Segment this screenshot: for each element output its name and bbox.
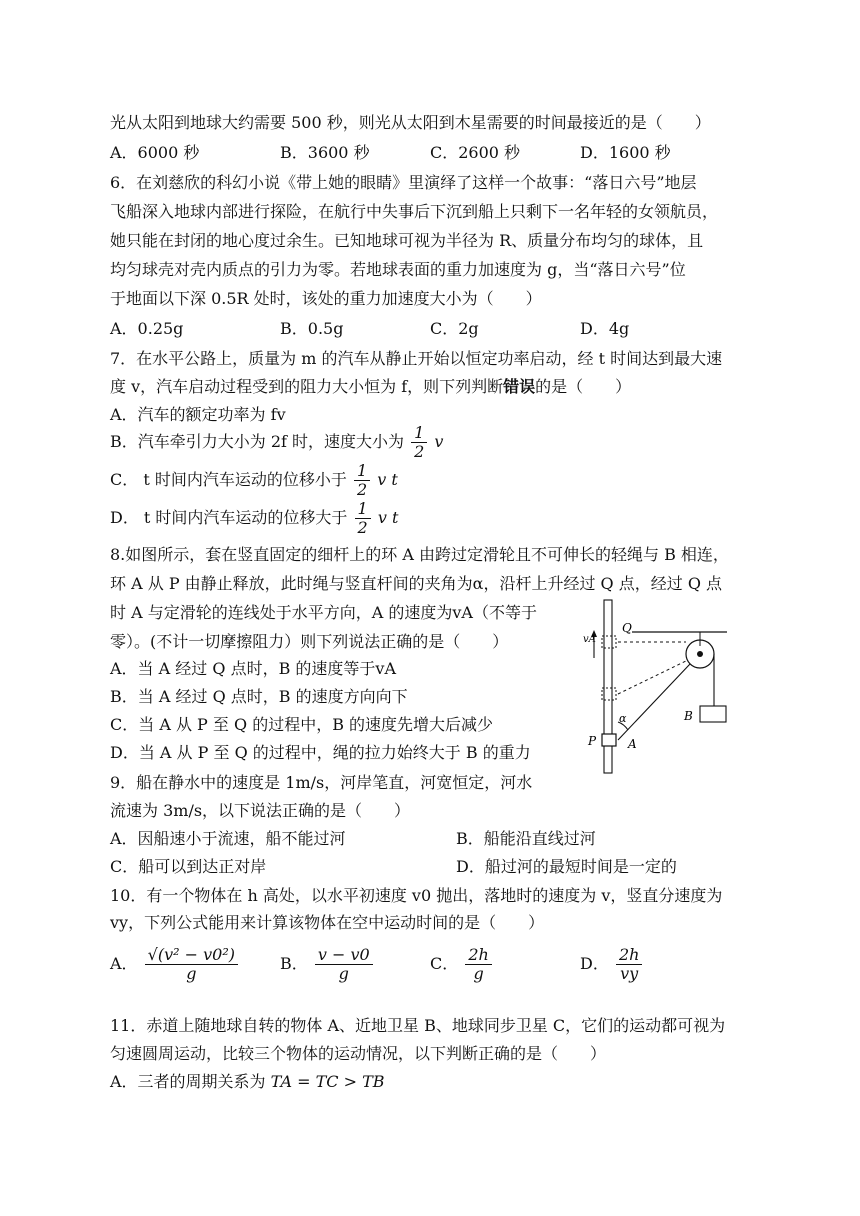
q7-emphasis: 错误 [503,377,536,396]
q7-option-b-fraction [411,424,427,461]
q10-option-c-fraction [465,946,491,983]
q5-option-c: C．2600 秒 [430,143,521,162]
label-b: B [684,709,693,723]
q8-option-b: B．当 A 经过 Q 点时，B 的速度方向向下 [110,687,408,706]
vertical-rod [604,600,612,773]
q10-option-a [110,946,240,983]
q10-option-d [580,946,644,983]
q6-option-c: C．2g [430,319,479,338]
frac-den: g [186,964,197,983]
q11-line-2: 匀速圆周运动，比较三个物体的运动情况，以下判断正确的是（ ） [110,1044,607,1063]
q8-figure [572,598,742,778]
q8-line-1: 8.如图所示，套在竖直固定的细杆上的环 A 由跨过定滑轮且不可伸长的轻绳与 B 相连， [110,545,729,564]
frac-den: g [473,964,484,983]
q8-line-3: 时 A 与定滑轮的连线处于水平方向，A 的速度为vA（不等于 [110,603,537,622]
q10-option-d-label: D． [580,954,609,973]
q10-option-d-fraction [616,946,642,983]
q10-option-c-label: C． [430,954,459,973]
q5-line: 光从太阳到地球大约需要 500 秒，则光从太阳到木星需要的时间最接近的是（ ） [110,113,711,132]
q6-line-5: 于地面以下深 0.5R 处时，该处的重力加速度大小为（ ） [110,289,542,308]
q9-option-c: C．船可以到达正对岸 [110,857,267,876]
q11-option-a-math: TA = TC > TB [270,1072,385,1091]
frac-num: 2h [616,946,642,965]
q7-option-d-text: D． t 时间内汽车运动的位移大于 [110,508,348,527]
q9-option-d: D．船过河的最短时间是一定的 [456,857,677,876]
frac-num: 1 [355,500,371,519]
q9-line-1: 9．船在静水中的速度是 1m/s，河岸笔直，河宽恒定，河水 [110,773,533,792]
block-b [700,706,726,722]
q9-line-2: 流速为 3m/s，以下说法正确的是（ ） [110,801,411,820]
q10-option-a-label: A． [110,954,138,973]
frac-den: g [338,964,349,983]
q10-option-b [280,946,375,983]
q7-option-b [110,424,443,461]
q7-option-d [110,500,398,537]
q8-option-c: C．当 A 从 P 至 Q 的过程中，B 的速度先增大后减少 [110,715,494,734]
q5-option-d: D．1600 秒 [580,143,671,162]
q6-option-a: A．0.25g [110,319,184,338]
frac-den: 2 [357,518,368,537]
q7-line-2c: 的是（ ） [535,377,632,396]
q6-line-3: 她只能在封闭的地心度过余生。已知地球可视为半径为 R、质量分布均匀的球体，且 [110,231,704,250]
q9-option-b: B．船能沿直线过河 [456,829,596,848]
q7-option-c-text: C． t 时间内汽车运动的位移小于 [110,470,347,489]
frac-den: 2 [414,442,425,461]
q7-option-a: A．汽车的额定功率为 fv [110,405,286,424]
q10-option-c [430,946,494,983]
q10-line-2: vy，下列公式能用来计算该物体在空中运动时间的是（ ） [110,913,545,932]
q7-line-1: 7．在水平公路上，质量为 m 的汽车从静止开始以恒定功率启动，经 t 时间达到最大速 [110,349,723,368]
q11-line-1: 11．赤道上随地球自转的物体 A、近地卫星 B、地球同步卫星 C，它们的运动都可视为 [110,1016,726,1035]
q11-option-a-text: A．三者的周期关系为 [110,1072,266,1091]
q6-option-b: B．0.5g [280,319,344,338]
label-alpha: α [619,712,627,725]
ring-a [602,734,616,746]
label-q: Q [622,621,632,635]
frac-den: 2 [356,480,368,499]
q6-line-2: 飞船深入地球内部进行探险，在航行中失事后下沉到船上只剩下一名年轻的女领航员， [110,202,719,221]
frac-num: v − v0 [315,946,373,965]
q7-line-2a: 度 v，汽车启动过程受到的阻力大小恒为 f，则下列判断 [110,377,504,396]
q6-line-1: 6．在刘慈欣的科幻小说《带上她的眼睛》里演绎了这样一个故事：“落日六号”地层 [110,173,697,192]
frac-num: 2h [465,946,491,965]
q8-option-d: D．当 A 从 P 至 Q 的过程中，绳的拉力始终大于 B 的重力 [110,743,531,762]
q7-option-c-tail: v t [377,470,398,489]
pulley-axle [697,651,703,657]
frac-den: vy [620,964,639,983]
q10-line-1: 10．有一个物体在 h 高处，以水平初速度 v0 抛出，落地时的速度为 v，竖直分速度为 [110,886,723,905]
label-a: A [628,737,637,751]
frac-num: √(v² − v0²) [145,946,238,965]
q7-option-c-fraction [354,462,370,499]
q8-line-2: 环 A 从 P 由静止释放，此时绳与竖直杆间的夹角为α，沿杆上升经过 Q 点，经过 Q 点 [110,574,723,593]
q7-option-d-tail: v t [377,508,399,527]
q10-option-a-fraction [145,946,238,983]
q7-line-2 [110,376,631,398]
q5-option-b: B．3600 秒 [280,143,370,162]
label-va: vA [583,634,596,645]
label-p: P [588,734,597,748]
q6-line-4: 均匀球壳对壳内质点的引力为零。若地球表面的重力加速度为 g，当“落日六号”位 [110,260,686,279]
q7-option-b-text: B．汽车牵引力大小为 2f 时，速度大小为 [110,432,405,451]
q7-option-b-tail: v [434,432,444,451]
q10-option-b-fraction [315,946,373,983]
q7-option-d-fraction [355,500,371,537]
q10-option-b-label: B． [280,954,308,973]
q8-line-4: 零）。(不计一切摩擦阻力）则下列说法正确的是（ ） [110,632,509,651]
q11-option-a [110,1071,385,1093]
frac-num: 1 [354,462,370,481]
q5-option-a: A．6000 秒 [110,143,200,162]
q7-option-c [110,462,398,499]
q6-option-d: D．4g [580,319,630,338]
q9-option-a: A．因船速小于流速，船不能过河 [110,829,346,848]
frac-num: 1 [411,424,427,443]
q8-option-a: A．当 A 经过 Q 点时，B 的速度等于vA [110,659,397,678]
rope-from-a [618,664,690,740]
